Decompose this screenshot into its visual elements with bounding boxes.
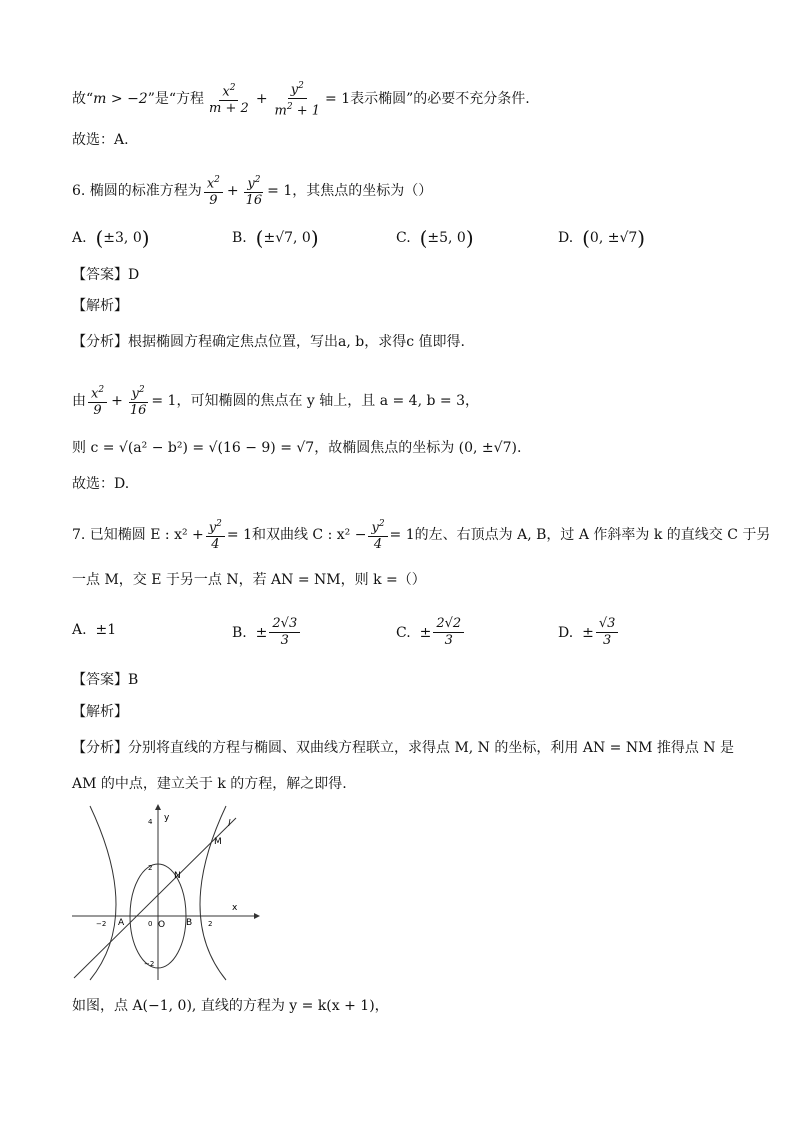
question-7-line2: 一点 M，交 E 于另一点 N，若 AN = NM，则 k =（）: [72, 572, 426, 588]
label-o: O: [158, 920, 166, 930]
label-b: B: [186, 918, 193, 928]
derivation-2: 则 c = √(a² − b²) = √(16 − 9) = √7，故椭圆焦点的坐标为 (0, ±√7).: [72, 440, 522, 456]
x-axis-arrow: [254, 913, 260, 919]
text: ”是“方程: [147, 90, 205, 107]
fraction: $\frac{x^2}{9}$: [88, 382, 107, 419]
label-a: A: [118, 918, 125, 928]
choose-d: 故选：D.: [72, 476, 130, 492]
fraction: $\frac{y^2}{16}$: [127, 382, 150, 419]
label-m: M: [214, 837, 222, 847]
q7-option-c: C. ± $\frac{2√2}{3}$: [396, 616, 466, 649]
fraction-x2-over-m2: $\frac{x^2}{m + 2}$: [206, 80, 252, 117]
condition: m > −2: [93, 90, 148, 107]
text: 故“: [72, 90, 94, 107]
q7-option-b: B. ± $\frac{2√3}{3}$: [232, 616, 302, 649]
label-y: y: [164, 813, 170, 823]
analysis-6-heading: 【解析】: [72, 298, 128, 314]
question-7: 7. 已知椭圆 E : x² + $\frac{y^2}{4}$ = 1和双曲线 C : x² − $\frac{y^2}{4}$ = 1的左、右顶点为 A, B，过 A 作斜率为 k 的直线交 C 于另: [72, 516, 770, 553]
fraction: $\frac{y^2}{4}$: [206, 516, 225, 553]
fraction-y2-over-m21: $\frac{y^2}{m^2 + 1}$: [272, 78, 324, 120]
fraction: $\frac{y^2}{16}$: [243, 172, 266, 209]
analysis-7a: 【分析】分别将直线的方程与椭圆、双曲线方程联立，求得点 M, N 的坐标，利用 AN = NM 推得点 N 是: [72, 740, 735, 756]
hyperbola-left-branch: [90, 806, 116, 980]
text: = 1，其焦点的坐标为（）: [267, 182, 433, 199]
answer-7: 【答案】B: [72, 672, 139, 688]
final-line: 如图，点 A(−1, 0), 直线的方程为 y = k(x + 1)，: [72, 998, 389, 1014]
analysis-7b: AM 的中点，建立关于 k 的方程，解之即得.: [72, 776, 347, 792]
q6-option-c: C. ( ±5, 0 ): [396, 226, 474, 250]
text-line-1: 故“ m > −2 ”是“方程 $\frac{x^2}{m + 2}$ + $\frac{y^2}{m^2 + 1}$ = 1表示椭圆”的必要不充分条件.: [72, 78, 530, 120]
q7-option-d: D. ± $\frac{√3}{3}$: [558, 616, 620, 649]
text: = 1表示椭圆”的必要不充分条件.: [325, 90, 530, 107]
text-line-2: 故选：A.: [72, 132, 129, 148]
tick-y2: 2: [148, 864, 153, 872]
text: 6. 椭圆的标准方程为: [72, 182, 202, 199]
q6-option-d: D. ( 0, ±√7 ): [558, 226, 646, 250]
fraction: $\frac{y^2}{4}$: [368, 516, 387, 553]
fraction: $\frac{x^2}{9}$: [204, 172, 223, 209]
label-x: x: [232, 903, 238, 913]
analysis-7-heading: 【解析】: [72, 704, 128, 720]
answer-6: 【答案】D: [72, 267, 140, 283]
tick-x0: 0: [148, 920, 153, 928]
tick-y4: 4: [148, 818, 153, 826]
label-l: l: [228, 819, 231, 829]
q7-option-a: A. ±1: [72, 622, 117, 638]
question-6: 6. 椭圆的标准方程为 $\frac{x^2}{9}$ + $\frac{y^2}{16}$ = 1，其焦点的坐标为（）: [72, 172, 432, 209]
line-l: [74, 818, 236, 978]
label-n: N: [174, 871, 181, 881]
ellipse-hyperbola-figure: [68, 804, 268, 984]
tick-ym2: −2: [144, 960, 155, 968]
tick-x2: 2: [208, 920, 213, 928]
analysis-6: 【分析】根据椭圆方程确定焦点位置，写出a, b，求得c 值即得.: [72, 334, 465, 350]
q6-option-b: B. ( ±√7, 0 ): [232, 226, 319, 250]
derivation-1: 由 $\frac{x^2}{9}$ + $\frac{y^2}{16}$ = 1，可知椭圆的焦点在 y 轴上，且 a = 4, b = 3，: [72, 382, 479, 419]
y-axis-arrow: [155, 804, 161, 810]
q6-option-a: A. ( ±3, 0 ): [72, 226, 150, 250]
tick-xm2: −2: [96, 920, 107, 928]
